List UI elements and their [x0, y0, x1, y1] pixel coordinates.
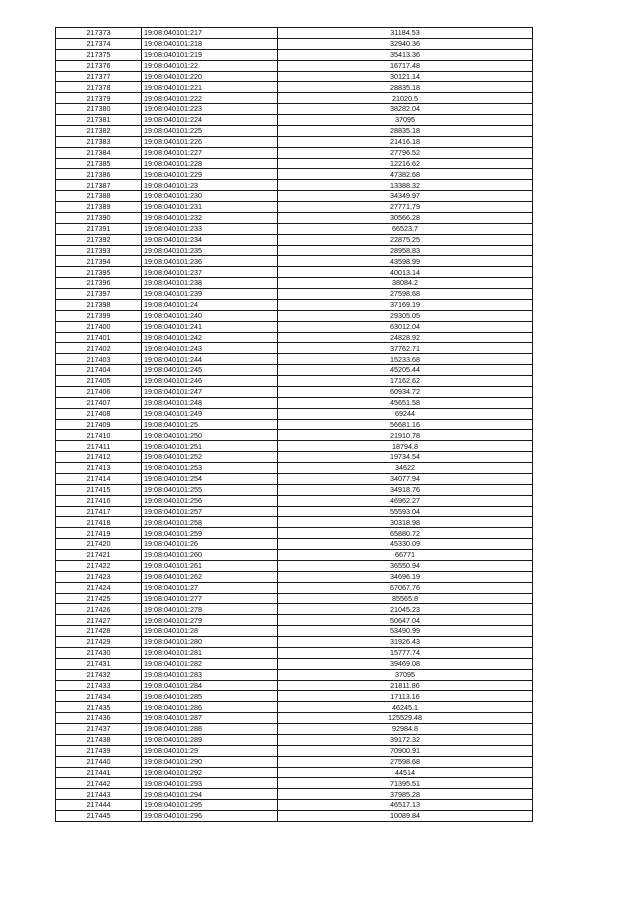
value-cell: 31926.43 — [278, 637, 533, 648]
table-row — [56, 745, 533, 756]
table-row — [56, 408, 533, 419]
table-row — [56, 571, 533, 582]
value-cell: 27598.68 — [278, 289, 533, 300]
table-row — [56, 452, 533, 463]
cadastral-number-cell: 19:08:040101:244 — [142, 354, 278, 365]
table-row — [56, 191, 533, 202]
table-row — [56, 484, 533, 495]
cadastral-number-cell: 19:08:040101:239 — [142, 289, 278, 300]
row-number-cell: 217432 — [56, 669, 142, 680]
table-row — [56, 528, 533, 539]
value-cell: 16717.48 — [278, 60, 533, 71]
value-cell: 85565.8 — [278, 593, 533, 604]
value-cell: 35413.36 — [278, 49, 533, 60]
table-row — [56, 321, 533, 332]
value-cell: 28835.18 — [278, 82, 533, 93]
table-row — [56, 789, 533, 800]
value-cell: 18794.8 — [278, 441, 533, 452]
table-row — [56, 560, 533, 571]
row-number-cell: 217383 — [56, 136, 142, 147]
table-row — [56, 734, 533, 745]
row-number-cell: 217437 — [56, 724, 142, 735]
row-number-cell: 217421 — [56, 550, 142, 561]
cadastral-number-cell: 19:08:040101:257 — [142, 506, 278, 517]
value-cell: 45205.44 — [278, 365, 533, 376]
row-number-cell: 217431 — [56, 658, 142, 669]
value-cell: 45651.58 — [278, 397, 533, 408]
row-number-cell: 217422 — [56, 560, 142, 571]
value-cell: 37762.71 — [278, 343, 533, 354]
cadastral-number-cell: 19:08:040101:250 — [142, 430, 278, 441]
row-number-cell: 217407 — [56, 397, 142, 408]
value-cell: 71395.51 — [278, 778, 533, 789]
table-row — [56, 517, 533, 528]
value-cell: 15233.68 — [278, 354, 533, 365]
row-number-cell: 217381 — [56, 115, 142, 126]
row-number-cell: 217395 — [56, 267, 142, 278]
table-row — [56, 713, 533, 724]
value-cell: 34696.19 — [278, 571, 533, 582]
row-number-cell: 217415 — [56, 484, 142, 495]
cadastral-number-cell: 19:08:040101:286 — [142, 702, 278, 713]
value-cell: 17162.62 — [278, 376, 533, 387]
row-number-cell: 217441 — [56, 767, 142, 778]
table-row — [56, 256, 533, 267]
cadastral-number-cell: 19:08:040101:219 — [142, 49, 278, 60]
value-cell: 46962.27 — [278, 495, 533, 506]
row-number-cell: 217382 — [56, 125, 142, 136]
table-row — [56, 136, 533, 147]
row-number-cell: 217384 — [56, 147, 142, 158]
cadastral-number-cell: 19:08:040101:235 — [142, 245, 278, 256]
cadastral-number-cell: 19:08:040101:222 — [142, 93, 278, 104]
table-row — [56, 93, 533, 104]
value-cell: 27771.79 — [278, 202, 533, 213]
table-row — [56, 212, 533, 223]
value-cell: 67067.76 — [278, 582, 533, 593]
table-row — [56, 669, 533, 680]
table-row — [56, 637, 533, 648]
table-row — [56, 299, 533, 310]
row-number-cell: 217374 — [56, 38, 142, 49]
value-cell: 69244 — [278, 408, 533, 419]
cadastral-number-cell: 19:08:040101:290 — [142, 756, 278, 767]
row-number-cell: 217393 — [56, 245, 142, 256]
table-row — [56, 245, 533, 256]
value-cell: 37169.19 — [278, 299, 533, 310]
row-number-cell: 217398 — [56, 299, 142, 310]
cadastral-number-cell: 19:08:040101:234 — [142, 234, 278, 245]
cadastral-number-cell: 19:08:040101:221 — [142, 82, 278, 93]
row-number-cell: 217419 — [56, 528, 142, 539]
row-number-cell: 217388 — [56, 191, 142, 202]
value-cell: 39172.32 — [278, 734, 533, 745]
value-cell: 30121.14 — [278, 71, 533, 82]
table-row — [56, 125, 533, 136]
cadastral-number-cell: 19:08:040101:288 — [142, 724, 278, 735]
row-number-cell: 217428 — [56, 626, 142, 637]
row-number-cell: 217445 — [56, 811, 142, 822]
table-row — [56, 473, 533, 484]
cadastral-number-cell: 19:08:040101:280 — [142, 637, 278, 648]
cadastral-number-cell: 19:08:040101:224 — [142, 115, 278, 126]
cadastral-number-cell: 19:08:040101:231 — [142, 202, 278, 213]
cadastral-number-cell: 19:08:040101:281 — [142, 647, 278, 658]
table-row — [56, 289, 533, 300]
table-row — [56, 767, 533, 778]
cadastral-number-cell: 19:08:040101:295 — [142, 800, 278, 811]
table-row — [56, 615, 533, 626]
row-number-cell: 217439 — [56, 745, 142, 756]
row-number-cell: 217377 — [56, 71, 142, 82]
value-cell: 31184.53 — [278, 28, 533, 39]
value-cell: 19734.54 — [278, 452, 533, 463]
table-row — [56, 180, 533, 191]
table-row — [56, 430, 533, 441]
row-number-cell: 217426 — [56, 604, 142, 615]
row-number-cell: 217394 — [56, 256, 142, 267]
row-number-cell: 217442 — [56, 778, 142, 789]
cadastral-number-cell: 19:08:040101:279 — [142, 615, 278, 626]
value-cell: 50647.04 — [278, 615, 533, 626]
table-row — [56, 169, 533, 180]
table-row — [56, 104, 533, 115]
cadastral-number-cell: 19:08:040101:233 — [142, 223, 278, 234]
row-number-cell: 217424 — [56, 582, 142, 593]
cadastral-number-cell: 19:08:040101:29 — [142, 745, 278, 756]
cadastral-number-cell: 19:08:040101:230 — [142, 191, 278, 202]
value-cell: 29305.05 — [278, 310, 533, 321]
value-cell: 40013.14 — [278, 267, 533, 278]
cadastral-number-cell: 19:08:040101:227 — [142, 147, 278, 158]
table-row — [56, 724, 533, 735]
value-cell: 21020.5 — [278, 93, 533, 104]
row-number-cell: 217375 — [56, 49, 142, 60]
data-table — [55, 27, 533, 822]
value-cell: 39469.08 — [278, 658, 533, 669]
cadastral-number-cell: 19:08:040101:261 — [142, 560, 278, 571]
row-number-cell: 217397 — [56, 289, 142, 300]
value-cell: 27598.68 — [278, 756, 533, 767]
value-cell: 12216.62 — [278, 158, 533, 169]
row-number-cell: 217429 — [56, 637, 142, 648]
value-cell: 21045.23 — [278, 604, 533, 615]
row-number-cell: 217409 — [56, 419, 142, 430]
cadastral-number-cell: 19:08:040101:28 — [142, 626, 278, 637]
row-number-cell: 217412 — [56, 452, 142, 463]
cadastral-number-cell: 19:08:040101:285 — [142, 691, 278, 702]
row-number-cell: 217423 — [56, 571, 142, 582]
value-cell: 32940.36 — [278, 38, 533, 49]
table-row — [56, 800, 533, 811]
table-row — [56, 811, 533, 822]
cadastral-number-cell: 19:08:040101:262 — [142, 571, 278, 582]
value-cell: 34622 — [278, 463, 533, 474]
cadastral-number-cell: 19:08:040101:223 — [142, 104, 278, 115]
table-row — [56, 441, 533, 452]
value-cell: 10089.84 — [278, 811, 533, 822]
table-row — [56, 60, 533, 71]
row-number-cell: 217386 — [56, 169, 142, 180]
row-number-cell: 217373 — [56, 28, 142, 39]
cadastral-number-cell: 19:08:040101:252 — [142, 452, 278, 463]
value-cell: 15777.74 — [278, 647, 533, 658]
value-cell: 37095 — [278, 669, 533, 680]
row-number-cell: 217401 — [56, 332, 142, 343]
cadastral-number-cell: 19:08:040101:294 — [142, 789, 278, 800]
table-row — [56, 115, 533, 126]
cadastral-number-cell: 19:08:040101:242 — [142, 332, 278, 343]
row-number-cell: 217430 — [56, 647, 142, 658]
value-cell: 65880.72 — [278, 528, 533, 539]
value-cell: 38084.2 — [278, 278, 533, 289]
table-row — [56, 202, 533, 213]
cadastral-number-cell: 19:08:040101:22 — [142, 60, 278, 71]
table-row — [56, 495, 533, 506]
row-number-cell: 217389 — [56, 202, 142, 213]
cadastral-number-cell: 19:08:040101:247 — [142, 386, 278, 397]
value-cell: 34918.76 — [278, 484, 533, 495]
value-cell: 37985.28 — [278, 789, 533, 800]
value-cell: 70900.91 — [278, 745, 533, 756]
value-cell: 43598.99 — [278, 256, 533, 267]
row-number-cell: 217443 — [56, 789, 142, 800]
cadastral-number-cell: 19:08:040101:277 — [142, 593, 278, 604]
table-row — [56, 147, 533, 158]
row-number-cell: 217399 — [56, 310, 142, 321]
table-row — [56, 539, 533, 550]
table-row — [56, 278, 533, 289]
value-cell: 27796.52 — [278, 147, 533, 158]
value-cell: 34077.94 — [278, 473, 533, 484]
table-row — [56, 550, 533, 561]
row-number-cell: 217406 — [56, 386, 142, 397]
row-number-cell: 217418 — [56, 517, 142, 528]
cadastral-number-cell: 19:08:040101:229 — [142, 169, 278, 180]
cadastral-number-cell: 19:08:040101:23 — [142, 180, 278, 191]
value-cell: 56681.16 — [278, 419, 533, 430]
row-number-cell: 217444 — [56, 800, 142, 811]
row-number-cell: 217410 — [56, 430, 142, 441]
table-row — [56, 343, 533, 354]
cadastral-number-cell: 19:08:040101:241 — [142, 321, 278, 332]
table-row — [56, 691, 533, 702]
cadastral-number-cell: 19:08:040101:253 — [142, 463, 278, 474]
cadastral-number-cell: 19:08:040101:255 — [142, 484, 278, 495]
row-number-cell: 217435 — [56, 702, 142, 713]
value-cell: 55593.04 — [278, 506, 533, 517]
row-number-cell: 217434 — [56, 691, 142, 702]
value-cell: 46245.1 — [278, 702, 533, 713]
value-cell: 24828.92 — [278, 332, 533, 343]
row-number-cell: 217427 — [56, 615, 142, 626]
value-cell: 37095 — [278, 115, 533, 126]
table-row — [56, 49, 533, 60]
value-cell: 63012.04 — [278, 321, 533, 332]
table-row — [56, 756, 533, 767]
row-number-cell: 217391 — [56, 223, 142, 234]
cadastral-number-cell: 19:08:040101:284 — [142, 680, 278, 691]
cadastral-number-cell: 19:08:040101:296 — [142, 811, 278, 822]
value-cell: 60934.72 — [278, 386, 533, 397]
table-row — [56, 658, 533, 669]
cadastral-number-cell: 19:08:040101:283 — [142, 669, 278, 680]
row-number-cell: 217378 — [56, 82, 142, 93]
value-cell: 44514 — [278, 767, 533, 778]
row-number-cell: 217390 — [56, 212, 142, 223]
row-number-cell: 217376 — [56, 60, 142, 71]
table-row — [56, 593, 533, 604]
value-cell: 66771 — [278, 550, 533, 561]
row-number-cell: 217385 — [56, 158, 142, 169]
cadastral-number-cell: 19:08:040101:249 — [142, 408, 278, 419]
cadastral-number-cell: 19:08:040101:25 — [142, 419, 278, 430]
table-row — [56, 28, 533, 39]
row-number-cell: 217408 — [56, 408, 142, 419]
table-row — [56, 506, 533, 517]
value-cell: 13388.32 — [278, 180, 533, 191]
value-cell: 66523.7 — [278, 223, 533, 234]
table-row — [56, 310, 533, 321]
value-cell: 36550.94 — [278, 560, 533, 571]
cadastral-number-cell: 19:08:040101:292 — [142, 767, 278, 778]
value-cell: 28835.18 — [278, 125, 533, 136]
row-number-cell: 217405 — [56, 376, 142, 387]
table-row — [56, 354, 533, 365]
table-row — [56, 647, 533, 658]
cadastral-number-cell: 19:08:040101:240 — [142, 310, 278, 321]
cadastral-number-cell: 19:08:040101:26 — [142, 539, 278, 550]
cadastral-number-cell: 19:08:040101:236 — [142, 256, 278, 267]
value-cell: 22875.25 — [278, 234, 533, 245]
table-row — [56, 702, 533, 713]
cadastral-number-cell: 19:08:040101:238 — [142, 278, 278, 289]
cadastral-number-cell: 19:08:040101:228 — [142, 158, 278, 169]
cadastral-number-cell: 19:08:040101:27 — [142, 582, 278, 593]
cadastral-number-cell: 19:08:040101:218 — [142, 38, 278, 49]
table-row — [56, 71, 533, 82]
row-number-cell: 217425 — [56, 593, 142, 604]
table-row — [56, 376, 533, 387]
row-number-cell: 217433 — [56, 680, 142, 691]
value-cell: 34349.97 — [278, 191, 533, 202]
cadastral-number-cell: 19:08:040101:282 — [142, 658, 278, 669]
row-number-cell: 217379 — [56, 93, 142, 104]
cadastral-number-cell: 19:08:040101:220 — [142, 71, 278, 82]
cadastral-number-cell: 19:08:040101:226 — [142, 136, 278, 147]
row-number-cell: 217380 — [56, 104, 142, 115]
cadastral-number-cell: 19:08:040101:251 — [142, 441, 278, 452]
value-cell: 53490.99 — [278, 626, 533, 637]
cadastral-number-cell: 19:08:040101:243 — [142, 343, 278, 354]
data-table-body — [56, 28, 533, 822]
value-cell: 92984.8 — [278, 724, 533, 735]
row-number-cell: 217440 — [56, 756, 142, 767]
row-number-cell: 217416 — [56, 495, 142, 506]
cadastral-number-cell: 19:08:040101:254 — [142, 473, 278, 484]
table-row — [56, 267, 533, 278]
row-number-cell: 217403 — [56, 354, 142, 365]
value-cell: 125529.48 — [278, 713, 533, 724]
row-number-cell: 217402 — [56, 343, 142, 354]
table-row — [56, 158, 533, 169]
table-row — [56, 463, 533, 474]
cadastral-number-cell: 19:08:040101:287 — [142, 713, 278, 724]
cadastral-number-cell: 19:08:040101:225 — [142, 125, 278, 136]
value-cell: 45330.09 — [278, 539, 533, 550]
row-number-cell: 217396 — [56, 278, 142, 289]
table-row — [56, 332, 533, 343]
cadastral-number-cell: 19:08:040101:256 — [142, 495, 278, 506]
table-row — [56, 626, 533, 637]
table-row — [56, 234, 533, 245]
row-number-cell: 217387 — [56, 180, 142, 191]
cadastral-number-cell: 19:08:040101:260 — [142, 550, 278, 561]
row-number-cell: 217400 — [56, 321, 142, 332]
cadastral-number-cell: 19:08:040101:24 — [142, 299, 278, 310]
table-row — [56, 680, 533, 691]
table-row — [56, 82, 533, 93]
value-cell: 28958.83 — [278, 245, 533, 256]
value-cell: 30566.28 — [278, 212, 533, 223]
value-cell: 21910.78 — [278, 430, 533, 441]
table-row — [56, 582, 533, 593]
table-row — [56, 397, 533, 408]
row-number-cell: 217420 — [56, 539, 142, 550]
cadastral-number-cell: 19:08:040101:237 — [142, 267, 278, 278]
cadastral-number-cell: 19:08:040101:245 — [142, 365, 278, 376]
row-number-cell: 217417 — [56, 506, 142, 517]
row-number-cell: 217404 — [56, 365, 142, 376]
row-number-cell: 217438 — [56, 734, 142, 745]
value-cell: 21811.86 — [278, 680, 533, 691]
row-number-cell: 217411 — [56, 441, 142, 452]
value-cell: 17113.16 — [278, 691, 533, 702]
value-cell: 30318.98 — [278, 517, 533, 528]
cadastral-number-cell: 19:08:040101:217 — [142, 28, 278, 39]
table-row — [56, 778, 533, 789]
cadastral-number-cell: 19:08:040101:246 — [142, 376, 278, 387]
cadastral-number-cell: 19:08:040101:289 — [142, 734, 278, 745]
cadastral-number-cell: 19:08:040101:248 — [142, 397, 278, 408]
table-row — [56, 386, 533, 397]
row-number-cell: 217413 — [56, 463, 142, 474]
row-number-cell: 217436 — [56, 713, 142, 724]
cadastral-number-cell: 19:08:040101:232 — [142, 212, 278, 223]
value-cell: 46517.13 — [278, 800, 533, 811]
value-cell: 21416.18 — [278, 136, 533, 147]
row-number-cell: 217414 — [56, 473, 142, 484]
table-row — [56, 604, 533, 615]
value-cell: 47382.68 — [278, 169, 533, 180]
table-row — [56, 38, 533, 49]
cadastral-number-cell: 19:08:040101:293 — [142, 778, 278, 789]
table-row — [56, 223, 533, 234]
cadastral-number-cell: 19:08:040101:259 — [142, 528, 278, 539]
cadastral-number-cell: 19:08:040101:278 — [142, 604, 278, 615]
value-cell: 38282.04 — [278, 104, 533, 115]
row-number-cell: 217392 — [56, 234, 142, 245]
cadastral-number-cell: 19:08:040101:258 — [142, 517, 278, 528]
table-row — [56, 365, 533, 376]
table-row — [56, 419, 533, 430]
